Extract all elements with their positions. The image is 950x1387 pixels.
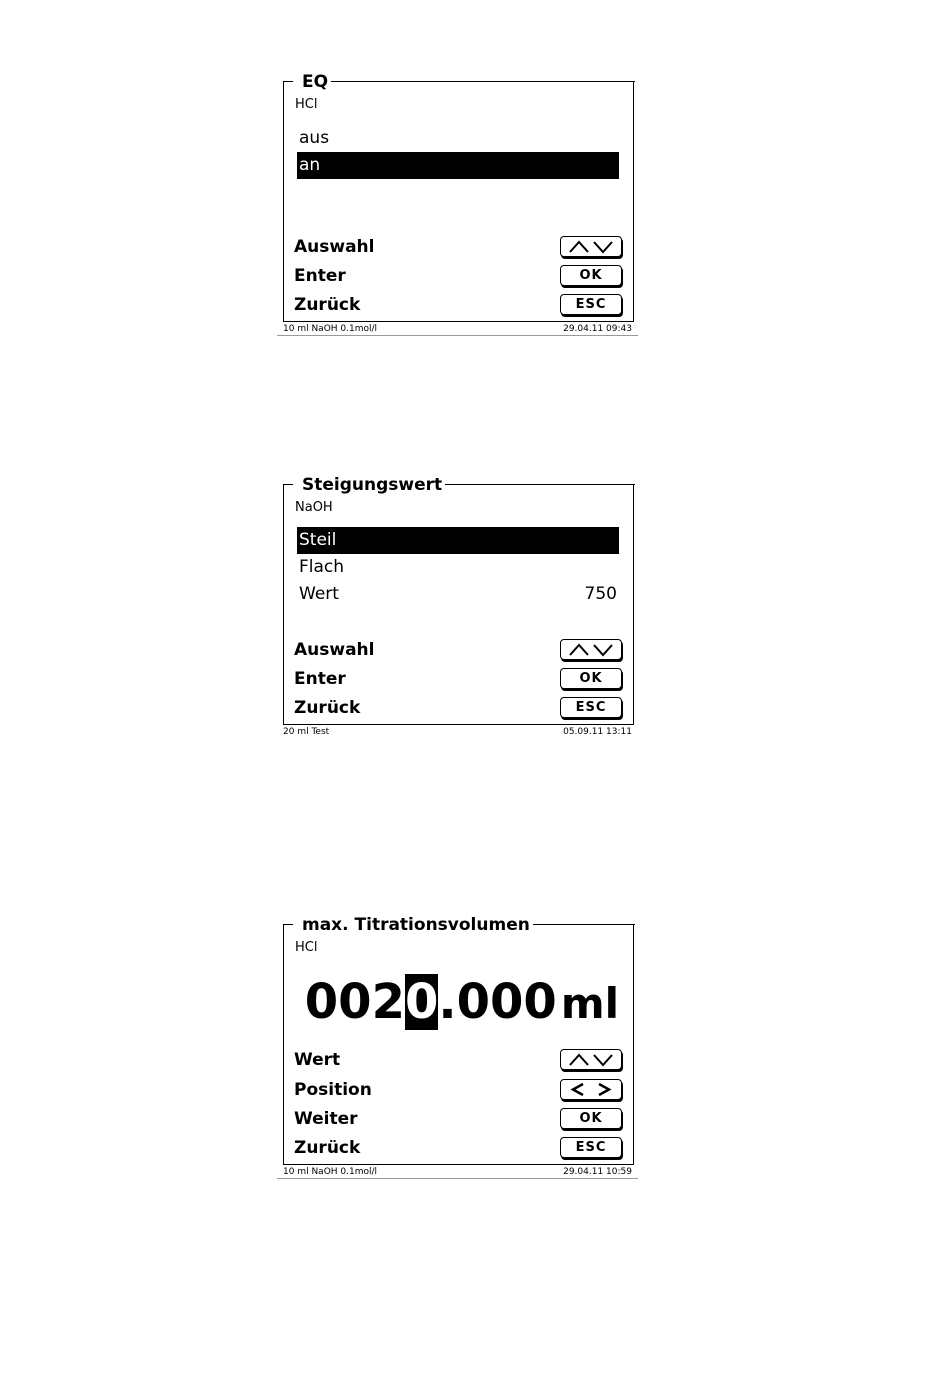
key-label: Wert [294, 1050, 341, 1070]
ok-button[interactable]: OK [560, 265, 622, 286]
esc-button[interactable]: ESC [560, 697, 622, 718]
option-aus[interactable] [297, 125, 619, 152]
option-steil[interactable] [297, 527, 619, 554]
screen-frame [283, 915, 634, 1165]
key-row-weiter [294, 1106, 622, 1132]
left-right-button[interactable] [560, 1079, 622, 1100]
up-down-arrows-icon [567, 239, 615, 254]
key-label: Weiter [294, 1109, 358, 1129]
key-label: Zurück [294, 295, 361, 315]
key-label: Auswahl [294, 237, 375, 257]
key-row-auswahl [294, 637, 622, 663]
status-bar [283, 324, 634, 335]
key-label: Zurück [294, 1138, 361, 1158]
key-row-enter [294, 263, 622, 289]
esc-button[interactable]: ESC [560, 1137, 622, 1158]
status-datetime: 29.04.11 10:59 [563, 1167, 632, 1177]
key-row-wert [294, 1047, 622, 1073]
key-label: Zurück [294, 698, 361, 718]
up-down-button[interactable] [560, 1049, 622, 1070]
option-label: Wert [299, 584, 339, 604]
option-wert[interactable] [297, 581, 619, 608]
status-divider [277, 1178, 638, 1179]
option-label: Steil [299, 530, 337, 550]
status-divider [277, 335, 638, 336]
key-label: Enter [294, 669, 346, 689]
screen-frame [283, 475, 634, 725]
option-value: 750 [584, 584, 617, 604]
screen-subtitle: HCl [295, 97, 318, 112]
option-an[interactable] [297, 152, 619, 179]
screen-subtitle: NaOH [295, 500, 333, 515]
value-digits-before: 002 [304, 974, 405, 1030]
volume-value-display[interactable] [304, 974, 619, 1030]
value-unit: ml [560, 979, 619, 1028]
key-row-auswahl [294, 234, 622, 260]
status-method: 20 ml Test [283, 727, 330, 737]
status-bar [283, 727, 634, 738]
screen-subtitle: HCl [295, 940, 318, 955]
value-cursor-digit[interactable]: 0 [404, 974, 439, 1030]
key-row-zurueck [294, 1135, 622, 1161]
screen-title: EQ [299, 73, 331, 91]
option-label: an [299, 155, 321, 175]
option-label: aus [299, 128, 330, 148]
up-down-button[interactable] [560, 236, 622, 257]
ok-button[interactable]: OK [560, 1108, 622, 1129]
key-row-zurueck [294, 292, 622, 318]
option-flach[interactable] [297, 554, 619, 581]
key-row-position [294, 1077, 622, 1103]
status-bar [283, 1167, 634, 1178]
esc-button[interactable]: ESC [560, 294, 622, 315]
up-down-arrows-icon [567, 1052, 615, 1067]
ok-button[interactable]: OK [560, 668, 622, 689]
status-method: 10 ml NaOH 0.1mol/l [283, 324, 378, 334]
screen-frame [283, 72, 634, 322]
left-right-arrows-icon [567, 1082, 615, 1097]
screen-title: Steigungswert [299, 476, 445, 494]
value-digits-after: .000 [438, 974, 557, 1030]
key-label: Position [294, 1080, 372, 1100]
key-row-zurueck [294, 695, 622, 721]
key-label: Auswahl [294, 640, 375, 660]
status-datetime: 29.04.11 09:43 [563, 324, 632, 334]
key-row-enter [294, 666, 622, 692]
status-datetime: 05.09.11 13:11 [563, 727, 632, 737]
up-down-arrows-icon [567, 642, 615, 657]
screen-title: max. Titrationsvolumen [299, 916, 533, 934]
option-label: Flach [299, 557, 345, 577]
status-method: 10 ml NaOH 0.1mol/l [283, 1167, 378, 1177]
key-label: Enter [294, 266, 346, 286]
up-down-button[interactable] [560, 639, 622, 660]
